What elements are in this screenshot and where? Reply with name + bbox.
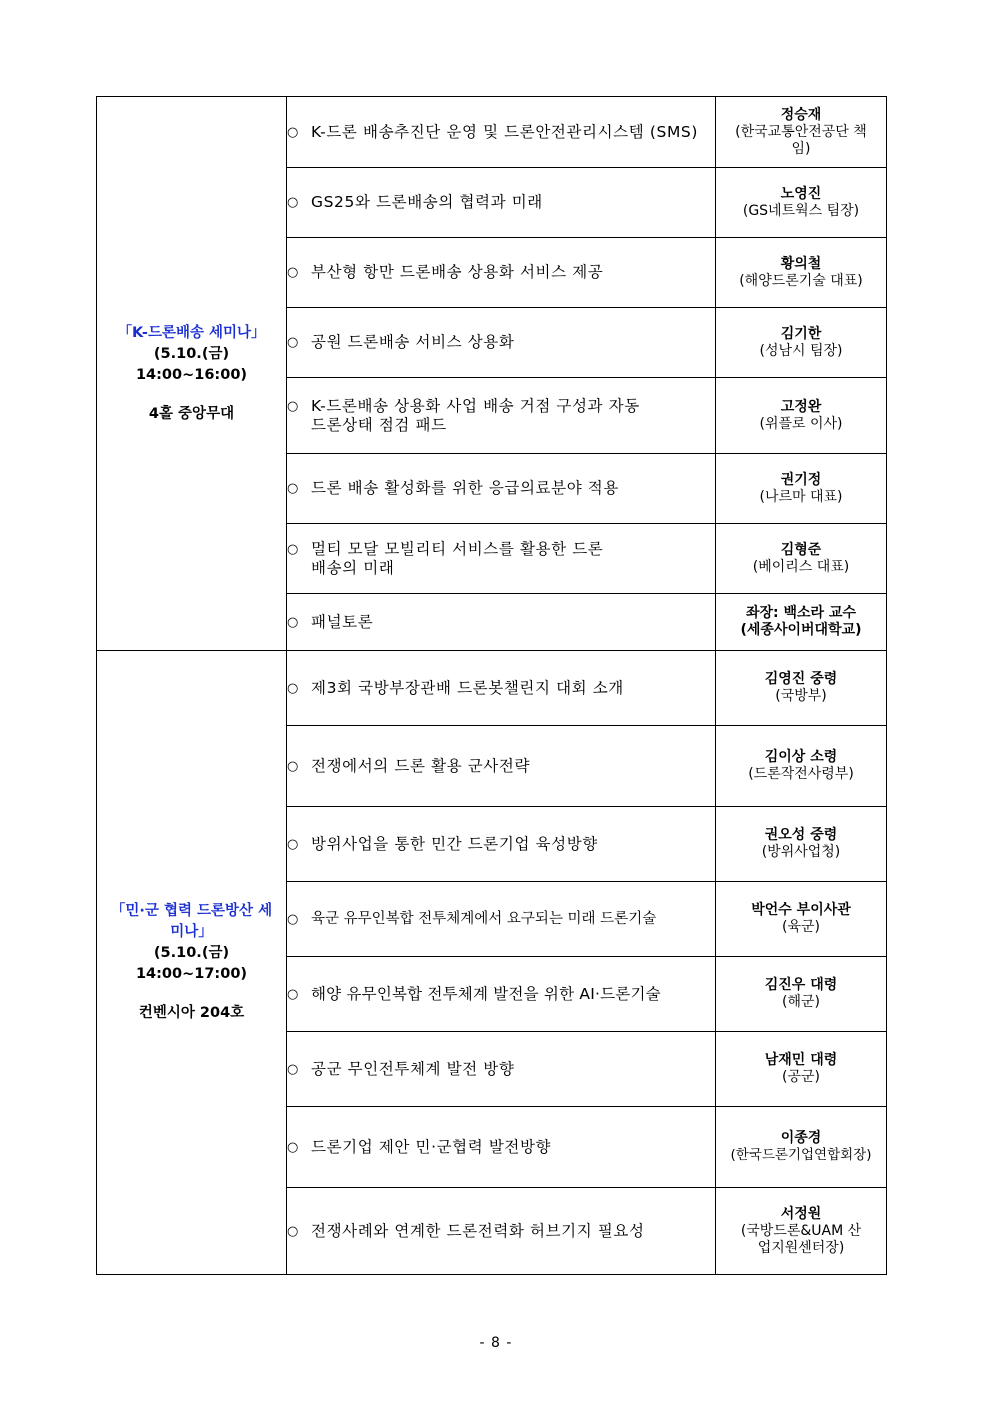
topic-text: 부산형 항만 드론배송 상용화 서비스 제공 (311, 263, 604, 281)
session-time: (5.10.(금) 14:00~17:00) (135, 945, 248, 982)
speaker-cell (716, 168, 887, 238)
speaker-affiliation: (해양드론기술 대표) (739, 272, 863, 289)
bullet-icon: ○ (287, 398, 299, 414)
speaker-name: 이종경 (780, 1130, 822, 1146)
speaker-cell (716, 651, 887, 726)
speaker-affiliation: (나르마 대표) (759, 488, 843, 505)
speaker-name: 권오성 중령 (764, 827, 838, 843)
speaker-cell (716, 807, 887, 882)
speaker-affiliation: (육군) (782, 919, 820, 935)
topic-text: 공원 드론배송 서비스 상용화 (311, 333, 515, 351)
speaker-name: 김영진 중령 (764, 671, 838, 687)
speaker-name: 황의철 (780, 255, 822, 272)
speaker-cell (716, 97, 887, 168)
bullet-icon: ○ (287, 335, 299, 350)
topic-cell (287, 238, 716, 308)
bullet-icon: ○ (287, 1061, 299, 1077)
speaker-cell (716, 378, 887, 454)
page-number: - 8 - (479, 1335, 513, 1351)
speaker-affiliation: (드론작전사령부) (748, 766, 854, 782)
session-venue: 4홀 중앙무대 (148, 405, 235, 422)
topic-text: 패널토론 (311, 612, 374, 631)
bullet-icon: ○ (287, 265, 299, 280)
speaker-cell (716, 957, 887, 1032)
session-title: 「K-드론배송 세미나」 (117, 324, 266, 341)
speaker-affiliation: (국방부) (775, 688, 827, 704)
topic-cell (287, 882, 716, 957)
topic-cell (287, 726, 716, 807)
topic-cell (287, 1188, 716, 1275)
bullet-icon: ○ (287, 195, 299, 210)
topic-cell (287, 1032, 716, 1107)
topic-text: 해양 유무인복합 전투체계 발전을 위한 AI·드론기술 (311, 984, 661, 1003)
speaker-name: 정승재 (780, 106, 822, 123)
table-row (97, 651, 887, 726)
session-cell (97, 651, 287, 1275)
bullet-icon: ○ (287, 911, 299, 927)
bullet-icon: ○ (287, 836, 299, 852)
topic-text: 드론기업 제안 민·군협력 발전방향 (311, 1137, 552, 1156)
speaker-name: 김이상 소령 (764, 749, 838, 765)
speaker-affiliation: (한국드론기업연합회장) (730, 1147, 872, 1163)
speaker-name: 고정완 (780, 398, 822, 415)
topic-cell (287, 594, 716, 651)
topic-text: 드론 배송 활성화를 위한 응급의료분야 적용 (311, 479, 619, 497)
topic-cell (287, 1107, 716, 1188)
speaker-affiliation: (방위사업청) (761, 844, 841, 860)
speaker-affiliation: (베이리스 대표) (752, 558, 850, 575)
bullet-icon: ○ (287, 986, 299, 1002)
topic-text: 공군 무인전투체계 발전 방향 (311, 1059, 515, 1078)
bullet-icon: ○ (287, 481, 299, 496)
speaker-affiliation: (성남시 팀장) (759, 342, 843, 359)
speaker-cell (716, 524, 887, 594)
topic-text: 제3회 국방부장관배 드론봇챌린지 대회 소개 (311, 678, 624, 697)
speaker-name: 권기정 (780, 471, 822, 488)
speaker-affiliation: (해군) (782, 994, 820, 1010)
speaker-name: 노영진 (780, 185, 822, 202)
topic-cell (287, 308, 716, 378)
session-time: (5.10.(금) 14:00~16:00) (135, 345, 248, 383)
bullet-icon: ○ (287, 614, 299, 630)
topic-text: GS25와 드론배송의 협력과 미래 (311, 193, 543, 211)
topic-cell (287, 651, 716, 726)
speaker-name: 김기한 (780, 325, 822, 342)
table-row (97, 97, 887, 168)
topic-cell (287, 378, 716, 454)
speaker-cell (716, 308, 887, 378)
topic-text: 전쟁에서의 드론 활용 군사전략 (311, 756, 531, 775)
topic-cell (287, 807, 716, 882)
topic-text: 멀티 모달 모빌리티 서비스를 활용한 드론 배송의 미래 (311, 539, 604, 577)
session-cell (97, 97, 287, 651)
bullet-icon: ○ (287, 124, 299, 140)
topic-cell (287, 168, 716, 238)
speaker-name: 남재민 대령 (764, 1052, 838, 1068)
topic-text: 육군 유무인복합 전투체계에서 요구되는 미래 드론기술 (311, 910, 657, 927)
speaker-cell (716, 594, 887, 651)
speaker-affiliation: (한국교통안전공단 책임) (735, 123, 867, 157)
speaker-cell (716, 1188, 887, 1275)
speaker-cell (716, 454, 887, 524)
speaker-cell (716, 238, 887, 308)
speaker-affiliation: (세종사이버대학교) (740, 622, 862, 638)
topic-cell (287, 97, 716, 168)
topic-text: 방위사업을 통한 민간 드론기업 육성방향 (311, 834, 598, 853)
speaker-affiliation: (공군) (782, 1069, 820, 1085)
bullet-icon: ○ (287, 1223, 299, 1239)
speaker-affiliation: (GS네트웍스 팀장) (742, 202, 860, 219)
topic-text: 전쟁사례와 연계한 드론전력화 허브기지 필요성 (311, 1221, 645, 1240)
topic-cell (287, 454, 716, 524)
topic-text: K-드론 배송추진단 운영 및 드론안전관리시스템 (SMS) (311, 122, 698, 141)
speaker-name: 서정원 (780, 1205, 822, 1222)
speaker-cell (716, 726, 887, 807)
speaker-cell (716, 1107, 887, 1188)
speaker-name: 김진우 대령 (764, 977, 838, 993)
session-title: 「민·군 협력 드론방산 세미나」 (110, 903, 273, 940)
bullet-icon: ○ (287, 758, 299, 774)
bullet-icon: ○ (287, 541, 299, 557)
bullet-icon: ○ (287, 1139, 299, 1155)
schedule-table (96, 96, 887, 1275)
speaker-name: 좌장: 백소라 교수 (745, 605, 856, 621)
speaker-name: 박언수 부이사관 (751, 902, 851, 918)
speaker-affiliation: (위플로 이사) (759, 415, 843, 432)
topic-cell (287, 957, 716, 1032)
bullet-icon: ○ (287, 680, 299, 696)
topic-text: K-드론배송 상용화 사업 배송 거점 구성과 자동 드론상태 점검 패드 (311, 396, 640, 434)
speaker-cell (716, 882, 887, 957)
speaker-affiliation: (국방드론&UAM 산업지원센터장) (740, 1222, 862, 1256)
speaker-name: 김형준 (780, 541, 822, 558)
topic-cell (287, 524, 716, 594)
session-venue: 컨벤시아 204호 (138, 1005, 245, 1021)
speaker-cell (716, 1032, 887, 1107)
